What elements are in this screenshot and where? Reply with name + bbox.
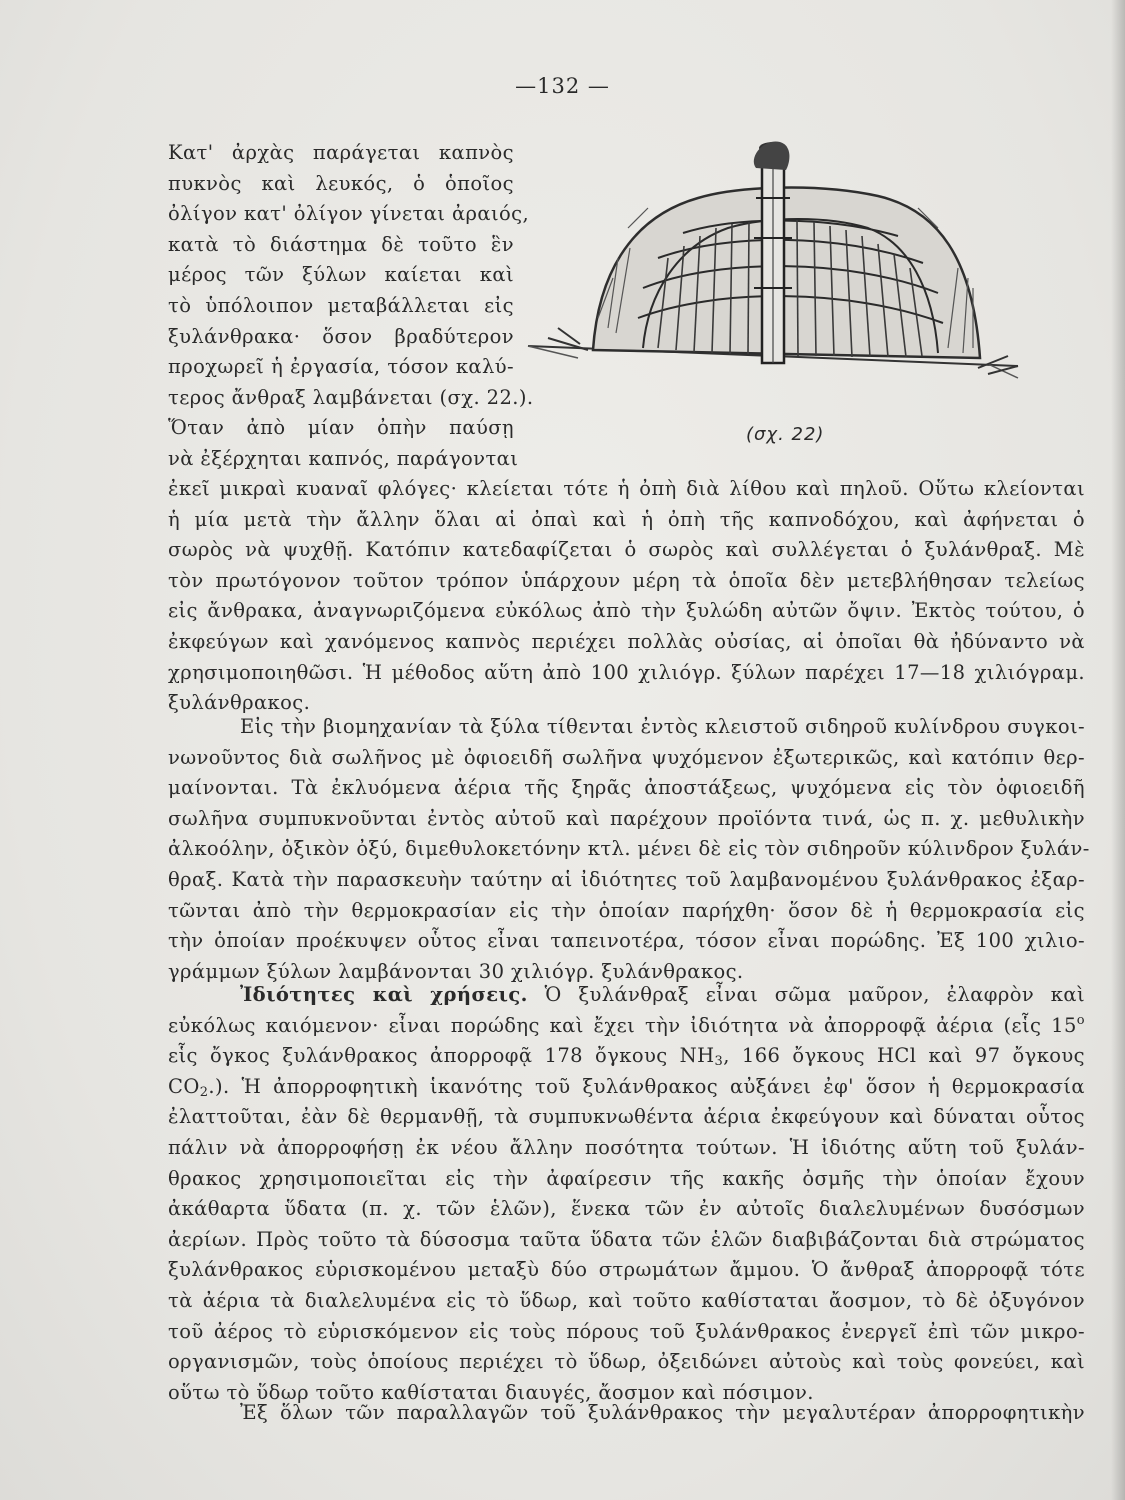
- charcoal-mound-illustration: [518, 128, 1038, 418]
- paragraph-3: [168, 980, 1085, 1408]
- text-line: σωλῆνα συμπυκνοῦνται ἐντὸς αὐτοῦ καὶ παρέχουν προϊόντα τινά, ὡς π. χ. μεθυλικὴν: [168, 806, 1085, 830]
- text-line: [168, 980, 1085, 1011]
- text-line: Ἐξ ὅλων τῶν παραλλαγῶν τοῦ ξυλάνθρακος τὴν μεγαλυτέραν ἀπορροφητικὴν: [240, 1401, 1085, 1424]
- text-line: θρακος χρησιμοποιεῖται εἰς τὴν ἀφαίρεσιν τῆς κακῆς ὀσμῆς τὴν ὁποίαν ἔχουν: [168, 1166, 1085, 1190]
- text-line: ξυλάνθρακος.: [168, 691, 311, 715]
- text-line: τοῦ ἀέρος τὸ εὑρισκόμενον εἰς τοὺς πόρους τοῦ ξυλάνθρακος ἐνεργεῖ ἐπὶ τῶν μικρο-: [168, 1319, 1085, 1343]
- text-fragment: εἷς ὄγκος ξυλάνθρακος ἀπορροφᾷ 178 ὄγκους NH: [168, 1044, 715, 1068]
- text-line: εἰς ἄνθρακα, ἀναγνωριζόμενα εὐκόλως ἀπὸ τὴν ξυλώδη αὐτῶν ὄψιν. Ἐκτὸς τούτου, ὁ: [168, 599, 1085, 623]
- section-heading: Ἰδιότητες καὶ χρήσεις.: [240, 983, 528, 1006]
- page-edge-shadow: [1111, 0, 1125, 1500]
- text-fragment: εὐκόλως καιόμενον· εἶναι πορώδης καὶ ἔχει τὴν ἰδιότητα νὰ ἀπορροφᾷ ἀέρια (εἷς 15: [168, 1013, 1077, 1037]
- text-line: ἐκεῖ μικραὶ κυαναῖ φλόγες· κλείεται τότε ἡ ὀπὴ διὰ λίθου καὶ πηλοῦ. Οὕτω κλείονται: [168, 477, 1085, 500]
- text-line: ἐλαττοῦται, ἐὰν δὲ θερμανθῇ, τὰ συμπυκνωθέντα ἀέρια ἐκφεύγουν καὶ δύναται οὗτος: [168, 1105, 1085, 1129]
- text-line: μαίνονται. Τὰ ἐκλυόμενα ἀέρια τῆς ξηρᾶς ἀποστάξεως, ψυχόμενα εἰς τὸν ὀφιοειδῆ: [168, 776, 1085, 800]
- degree-superscript: ο: [1076, 1012, 1085, 1028]
- figure-caption: (σχ. 22): [746, 424, 825, 445]
- text-line: νωνοῦντος διὰ σωλῆνος μὲ ὀφιοειδῆ σωλῆνα ψυχόμενον ἐξωτερικῶς, καὶ κατόπιν θερ-: [168, 745, 1085, 769]
- text-line: ἡ μία μετὰ τὴν ἄλλην ὅλαι αἱ ὀπαὶ καὶ ἡ ὀπὴ τῆς καπνοδόχου, καὶ ἀφήνεται ὁ: [168, 507, 1085, 531]
- text-line: γράμμων ξύλων λαμβάνονται 30 χιλιόγρ. ξυλάνθρακος.: [168, 959, 744, 983]
- text-fragment: .). Ἡ ἀπορροφητικὴ ἱκανότης τοῦ ξυλάνθρακος αὐξάνει ἐφ' ὅσον ἡ θερμοκρασία: [208, 1074, 1085, 1098]
- text-line: πάλιν νὰ ἀπορροφήσῃ ἐκ νέου ἄλλην ποσότητα τούτων. Ἡ ἰδιότης αὕτη τοῦ ξυλάν-: [168, 1135, 1085, 1159]
- text-line: προχωρεῖ ἡ ἐργασία, τόσον καλύ-: [168, 355, 514, 379]
- text-line: τὸ ὑπόλοιπον μεταβάλλεται εἰς: [168, 293, 514, 317]
- text-line: [168, 1041, 1085, 1072]
- text-line: τὸν πρωτόγονον τοῦτον τρόπον ὑπάρχουν μέρη τὰ ὁποῖα δὲν μετεβλήθησαν τελείως: [168, 568, 1085, 592]
- text-line: τὰ ἀέρια τὰ διαλελυμένα εἰς τὸ ὕδωρ, καὶ τοῦτο καθίσταται ἄοσμον, τὸ δὲ ὀξυγόνον: [168, 1288, 1085, 1312]
- text-line: ἀερίων. Πρὸς τοῦτο τὰ δύσοσμα ταῦτα ὕδατα τῶν ἑλῶν διαβιβάζονται διὰ στρώματος: [168, 1227, 1085, 1251]
- text-line: τὴν ὁποίαν προέκυψεν οὗτος εἶναι ταπεινοτέρα, τόσον εἶναι πορώδης. Ἐξ 100 χιλιο-: [168, 929, 1085, 953]
- text-line: οργανισμῶν, τοὺς ὁποίους περιέχει τὸ ὕδωρ, ὀξειδώνει αὐτοὺς καὶ τοὺς φονεύει, καὶ: [168, 1350, 1085, 1374]
- text-line: ξυλάνθρακα· ὅσον βραδύτερον: [168, 324, 514, 348]
- paragraph-4: [168, 1398, 1085, 1429]
- text-line: κατὰ τὸ διάστημα δὲ τοῦτο ἓν: [168, 232, 514, 256]
- text-line: ἐκφεύγων καὶ χανόμενος καπνὸς περιέχει πολλὰς οὐσίας, αἱ ὁποῖαι θὰ ἠδύναντο νὰ: [168, 629, 1085, 653]
- text-line: τῶνται ἀπὸ τὴν θερμοκρασίαν εἰς τὴν ὁποίαν παρήχθη· ὅσον δὲ ἡ θερμοκρασία εἰς: [168, 898, 1085, 922]
- text-fragment: Ὁ ξυλάνθραξ εἶναι σῶμα μαῦρον, ἐλαφρὸν καὶ: [527, 983, 1085, 1006]
- text-line: χρησιμοποιηθῶσι. Ἡ μέθοδος αὕτη ἀπὸ 100 χιλιόγρ. ξύλων παρέχει 17—18 χιλιόγραμ.: [168, 660, 1085, 684]
- text-line: σωρὸς νὰ ψυχθῇ. Κατόπιν κατεδαφίζεται ὁ σωρὸς καὶ συλλέγεται ὁ ξυλάνθραξ. Μὲ: [168, 538, 1085, 562]
- text-line: νὰ ἐξέρχηται καπνός, παράγονται: [168, 446, 519, 470]
- subscript: 2: [199, 1084, 209, 1100]
- page-number: —132 —: [515, 74, 610, 98]
- text-line: Κατ' ἀρχὰς παράγεται καπνὸς: [168, 141, 514, 164]
- text-fragment: CO: [168, 1074, 200, 1098]
- text-line: ξυλάνθρακος εὑρισκομένου μεταξὺ δύο στρωμάτων ἄμμου. Ὁ ἄνθραξ ἀπορροφᾷ τότε: [168, 1258, 1085, 1282]
- paragraph-1: [168, 474, 1085, 719]
- text-line: [168, 1011, 1085, 1042]
- text-line: οὕτω τὸ ὕδωρ τοῦτο καθίσταται διαυγές, ἄοσμον καὶ πόσιμον.: [168, 1380, 814, 1404]
- paragraph-2: [168, 712, 1090, 987]
- text-line: θραξ. Κατὰ τὴν παρασκευὴν ταύτην αἱ ἰδιότητες τοῦ λαμβανομένου ξυλάνθρακος ἐξαρ-: [168, 867, 1085, 891]
- subscript: 3: [714, 1054, 724, 1070]
- text-line: τερος ἄνθραξ λαμβάνεται (σχ. 22.).: [168, 385, 534, 409]
- text-line: ἀκάθαρτα ὕδατα (π. χ. τῶν ἑλῶν), ἕνεκα τῶν ἐν αὐτοῖς διαλελυμένων δυσόσμων: [168, 1197, 1085, 1221]
- text-line: μέρος τῶν ξύλων καίεται καὶ: [168, 263, 514, 287]
- text-line: [168, 1072, 1085, 1103]
- text-fragment: , 166 ὄγκους HCl καὶ 97 ὄγκους: [723, 1044, 1086, 1068]
- text-line: Εἰς τὴν βιομηχανίαν τὰ ξύλα τίθενται ἐντὸς κλειστοῦ σιδηροῦ κυλίνδρου συγκοι-: [240, 715, 1085, 738]
- text-line: πυκνὸς καὶ λευκός, ὁ ὁποῖος: [168, 171, 514, 195]
- figure-22: [518, 128, 1038, 458]
- text-line: ὀλίγον κατ' ὀλίγον γίνεται ἀραιός,: [168, 202, 530, 226]
- text-line: ἀλκοόλην, ὀξικὸν ὀξύ, διμεθυλοκετόνην κτλ. μένει δὲ εἰς τὸν σιδηροῦν κύλινδρον ξυλάν-: [168, 837, 1090, 861]
- intro-paragraph-wrapped: [168, 138, 534, 475]
- text-line: Ὅταν ἀπὸ μίαν ὀπὴν παύσῃ: [168, 416, 514, 440]
